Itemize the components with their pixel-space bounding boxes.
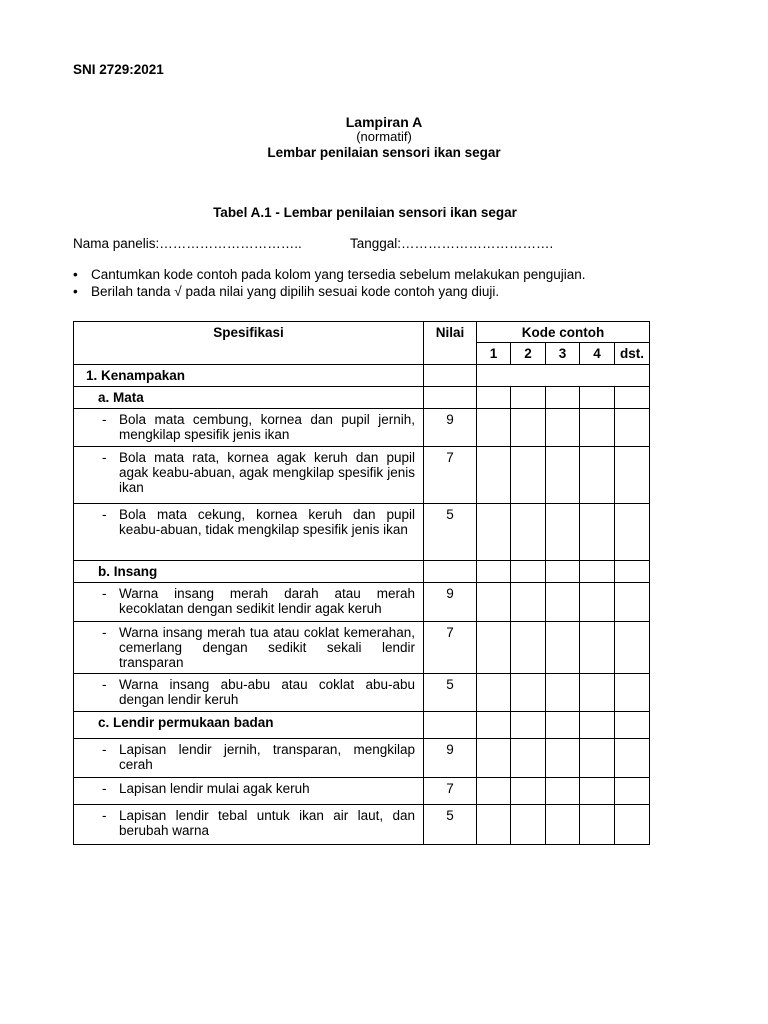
instructions-list [73, 266, 586, 300]
dash-marker: - [102, 625, 107, 640]
document-code: SNI 2729:2021 [73, 62, 164, 77]
check-cell[interactable] [546, 622, 580, 674]
score-value: 9 [424, 739, 477, 778]
form-fields [73, 236, 554, 251]
check-cell[interactable] [477, 447, 511, 504]
score-value: 5 [424, 674, 477, 712]
check-cell[interactable] [546, 778, 580, 805]
instruction-text: Berilah tanda √ pada nilai yang dipilih sesuai kode contoh yang diuji. [91, 284, 500, 299]
criteria-row [74, 504, 650, 561]
check-cell[interactable] [477, 739, 511, 778]
criteria-text: Lapisan lendir mulai agak keruh [119, 781, 310, 796]
criteria-text-cell [74, 739, 424, 778]
check-cell[interactable] [580, 739, 615, 778]
check-cell[interactable] [580, 583, 615, 622]
dash-marker: - [102, 586, 107, 601]
criteria-text: Lapisan lendir tebal untuk ikan air laut, dan berubah warna [119, 808, 415, 838]
spec-header: Spesifikasi [74, 322, 424, 365]
check-cell[interactable] [580, 622, 615, 674]
check-cell[interactable] [477, 583, 511, 622]
dash-marker: - [102, 507, 107, 522]
panelist-name-field: Nama panelis:………………………….. [73, 236, 302, 251]
score-value: 9 [424, 409, 477, 447]
dash-marker: - [102, 412, 107, 427]
value-cell [424, 561, 477, 583]
check-cell[interactable] [546, 674, 580, 712]
check-cell[interactable] [477, 409, 511, 447]
check-cell[interactable] [511, 583, 546, 622]
check-cell[interactable] [615, 712, 650, 739]
category-label: 1. Kenampakan [74, 365, 424, 387]
check-cell[interactable] [615, 674, 650, 712]
sample-column-header: 1 [477, 343, 511, 365]
category-row [74, 365, 650, 387]
check-cell[interactable] [546, 447, 580, 504]
criteria-row [74, 622, 650, 674]
check-cell[interactable] [511, 387, 546, 409]
check-cell[interactable] [477, 504, 511, 561]
score-value: 7 [424, 622, 477, 674]
section-row [74, 387, 650, 409]
check-cell[interactable] [511, 739, 546, 778]
sample-column-header: 4 [580, 343, 615, 365]
check-cell[interactable] [511, 674, 546, 712]
check-cell[interactable] [615, 622, 650, 674]
header-row [74, 322, 650, 343]
sample-column-header: dst. [615, 343, 650, 365]
check-cell[interactable] [546, 409, 580, 447]
check-cell[interactable] [615, 504, 650, 561]
appendix-subtitle: Lembar penilaian sensori ikan segar [267, 145, 501, 160]
check-cell[interactable] [615, 739, 650, 778]
section-title: a. Mata [74, 387, 424, 409]
dash-marker: - [102, 450, 107, 465]
value-header: Nilai [424, 322, 477, 365]
check-cell [477, 365, 650, 387]
criteria-row [74, 805, 650, 845]
criteria-text: Bola mata cembung, kornea dan pupil jernih, mengkilap spesifik jenis ikan [119, 412, 415, 442]
sample-column-header: 2 [511, 343, 546, 365]
check-cell[interactable] [615, 805, 650, 845]
criteria-row [74, 583, 650, 622]
bullet-icon: • [73, 284, 78, 299]
value-cell [424, 365, 477, 387]
criteria-row [74, 739, 650, 778]
check-cell[interactable] [477, 561, 511, 583]
criteria-text-cell [74, 778, 424, 805]
check-cell[interactable] [477, 622, 511, 674]
bullet-icon: • [73, 267, 78, 282]
check-cell[interactable] [546, 805, 580, 845]
check-cell[interactable] [477, 778, 511, 805]
criteria-text: Warna insang merah darah atau merah kecoklatan dengan sedikit lendir agak keruh [119, 586, 415, 616]
section-row [74, 712, 650, 739]
check-cell[interactable] [477, 712, 511, 739]
check-cell[interactable] [615, 447, 650, 504]
criteria-text-cell [74, 674, 424, 712]
instruction-item [73, 266, 586, 283]
criteria-text-cell [74, 447, 424, 504]
dash-marker: - [102, 781, 107, 796]
date-field: Tanggal:……………………………. [350, 236, 554, 251]
appendix-heading [0, 114, 768, 161]
value-cell [424, 712, 477, 739]
score-value: 7 [424, 447, 477, 504]
check-cell[interactable] [546, 712, 580, 739]
check-cell[interactable] [580, 561, 615, 583]
criteria-text-cell [74, 805, 424, 845]
check-cell[interactable] [615, 583, 650, 622]
dash-marker: - [102, 808, 107, 823]
criteria-text-cell [74, 622, 424, 674]
check-cell[interactable] [580, 504, 615, 561]
check-cell[interactable] [546, 387, 580, 409]
check-cell[interactable] [546, 561, 580, 583]
check-cell[interactable] [580, 409, 615, 447]
criteria-text: Bola mata cekung, kornea keruh dan pupil keabu-abuan, tidak mengkilap spesifik jenis ikan [119, 507, 415, 537]
check-cell[interactable] [546, 504, 580, 561]
check-cell[interactable] [477, 805, 511, 845]
criteria-text: Bola mata rata, kornea agak keruh dan pupil agak keabu-abuan, agak mengkilap spesifik jenis ikan [119, 450, 415, 495]
score-value: 9 [424, 583, 477, 622]
check-cell[interactable] [615, 561, 650, 583]
check-cell[interactable] [511, 778, 546, 805]
check-cell[interactable] [580, 712, 615, 739]
check-cell[interactable] [580, 805, 615, 845]
check-cell[interactable] [580, 674, 615, 712]
check-cell[interactable] [511, 622, 546, 674]
check-cell[interactable] [511, 504, 546, 561]
criteria-row [74, 409, 650, 447]
score-value: 5 [424, 805, 477, 845]
section-title: c. Lendir permukaan badan [74, 712, 424, 739]
criteria-text-cell [74, 409, 424, 447]
check-cell[interactable] [580, 447, 615, 504]
appendix-type: (normatif) [356, 129, 412, 144]
instruction-item [73, 283, 586, 300]
instruction-text: Cantumkan kode contoh pada kolom yang tersedia sebelum melakukan pengujian. [91, 267, 586, 282]
criteria-text-cell [74, 504, 424, 561]
score-value: 7 [424, 778, 477, 805]
check-cell[interactable] [477, 387, 511, 409]
dash-marker: - [102, 742, 107, 757]
appendix-title: Lampiran A [345, 114, 423, 130]
check-cell[interactable] [615, 409, 650, 447]
criteria-text-cell [74, 583, 424, 622]
check-cell[interactable] [580, 778, 615, 805]
check-cell[interactable] [546, 583, 580, 622]
section-title: b. Insang [74, 561, 424, 583]
dash-marker: - [102, 677, 107, 692]
check-cell[interactable] [615, 778, 650, 805]
sample-code-header: Kode contoh [477, 322, 650, 343]
check-cell[interactable] [511, 409, 546, 447]
section-row [74, 561, 650, 583]
sensory-assessment-table [73, 321, 650, 845]
sample-column-header: 3 [546, 343, 580, 365]
check-cell[interactable] [615, 387, 650, 409]
check-cell[interactable] [477, 674, 511, 712]
check-cell[interactable] [511, 561, 546, 583]
criteria-text: Lapisan lendir jernih, transparan, mengkilap cerah [119, 742, 415, 772]
score-value: 5 [424, 504, 477, 561]
criteria-text: Warna insang merah tua atau coklat kemerahan, cemerlang dengan sedikit sekali lendir transparan [119, 625, 415, 670]
check-cell[interactable] [546, 739, 580, 778]
criteria-text: Warna insang abu-abu atau coklat abu-abu dengan lendir keruh [119, 677, 415, 707]
criteria-row [74, 778, 650, 805]
check-cell[interactable] [511, 805, 546, 845]
table-title: Tabel A.1 - Lembar penilaian sensori ikan segar [213, 205, 517, 220]
criteria-row [74, 447, 650, 504]
criteria-row [74, 674, 650, 712]
check-cell[interactable] [580, 387, 615, 409]
check-cell[interactable] [511, 712, 546, 739]
check-cell[interactable] [511, 447, 546, 504]
value-cell [424, 387, 477, 409]
